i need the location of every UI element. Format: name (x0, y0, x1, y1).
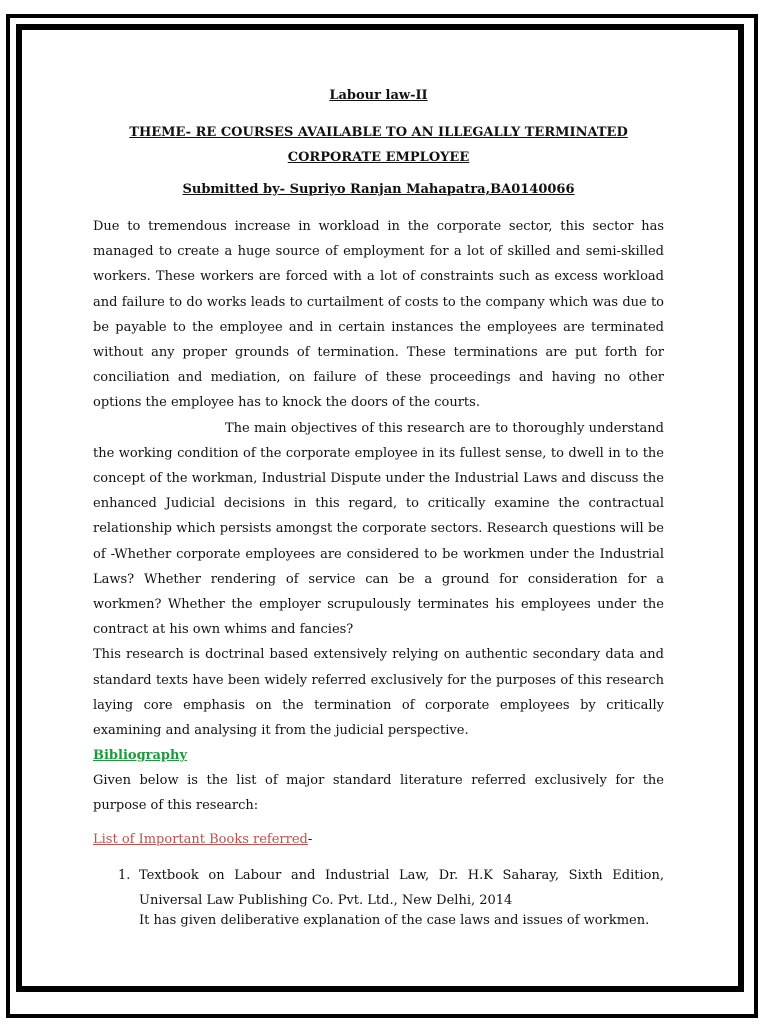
document-title: Labour law-II (329, 88, 428, 103)
books-heading (93, 829, 664, 851)
document-theme: THEME- RE COURSES AVAILABLE TO AN ILLEGALLY TERMINATED CORPORATE EMPLOYEE (129, 125, 628, 165)
book-citation: Textbook on Labour and Industrial Law, Dr. H.K Saharay, Sixth Edition, Universal Law Publishing Co. Pvt. Ltd., New Delhi, 2014 (139, 867, 664, 908)
book-number: 1. (118, 867, 131, 883)
document-body (93, 86, 664, 929)
books-heading-suffix: - (307, 831, 313, 847)
submitted-by: Submitted by- Supriyo Ranjan Mahapatra,BA0140066 (182, 182, 575, 197)
bibliography-intro: Given below is the list of major standard literature referred exclusively for the purpose of this research: (93, 773, 664, 814)
paragraph-intro: Due to tremendous increase in workload in the corporate sector, this sector has managed to create a huge source of employment for a lot of skilled and semi-skilled workers. These workers are forced with a lot of constraints such as excess workload and failure to do works leads to curtailment of costs to the company which was due to be payable to the employee and in certain instances the employees are terminated without any proper grounds of termination. These terminations are put forth for conciliation and mediation, on failure of these proceedings and having no other options the employee has to knock the doors of the courts. (93, 219, 664, 411)
paragraph-methodology: This research is doctrinal based extensively relying on authentic secondary data and standard texts have been widely referred exclusively for the purposes of this research laying core emphasis on the termination of corporate employees by critically examining and analysing it from the judicial perspective. (93, 647, 664, 739)
paragraph-objectives: The main objectives of this research are to thoroughly understand the working condition of the corporate employee in its fullest sense, to dwell in to the concept of the workman, Industrial Dispute under the Industrial Laws and discuss the enhanced Judicial decisions in this regard, to critically examine the contractual relationship which persists amongst the corporate sectors. Research questions will be of -Whether corporate employees are considered to be workmen under the Industrial Laws? Whether rendering of service can be a ground for consideration for a workmen? Whether the employer scrupulously terminates his employees under the contract at his own whims and fancies? (93, 420, 664, 638)
list-item (118, 863, 664, 929)
book-note: It has given deliberative explanation of the case laws and issues of workmen. (139, 912, 650, 928)
book-list (93, 863, 664, 929)
bibliography-heading: Bibliography (93, 748, 188, 764)
books-heading-link[interactable]: List of Important Books referred (93, 831, 308, 847)
